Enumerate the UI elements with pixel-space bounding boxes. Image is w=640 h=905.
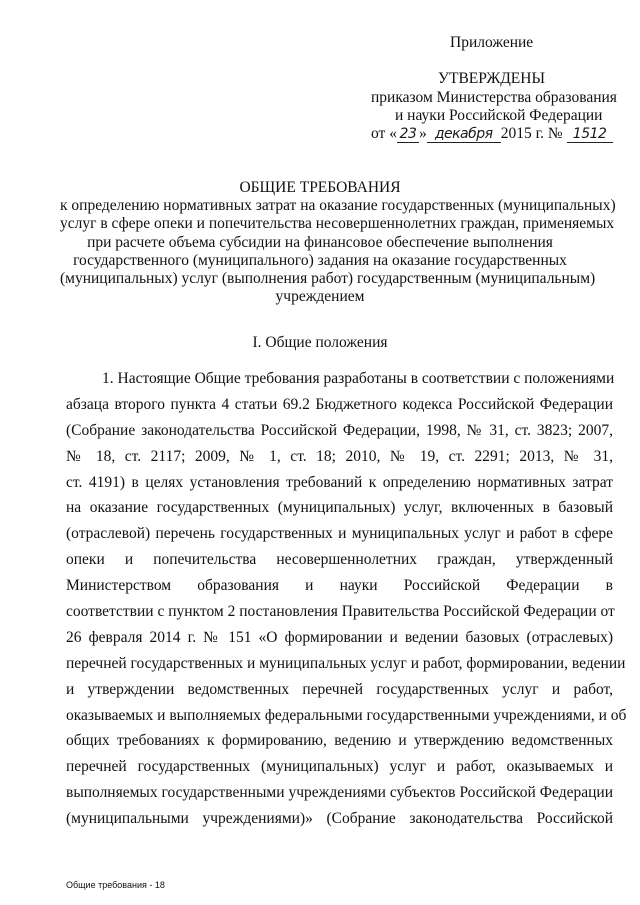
paragraph-line: перечней государственных (муниципальных) услуг и работ, оказываемых и — [66, 758, 613, 776]
order-date-line — [371, 125, 613, 143]
paragraph-line: выполняемых государственными учреждениями субъектов Российской Федерации — [66, 784, 613, 802]
date-prefix: от « — [371, 125, 397, 142]
paragraph-line: ст. 4191) в целях установления требований к определению нормативных затрат — [66, 473, 613, 491]
paragraph-line: 1. Настоящие Общие требования разработаны в соответствии с положениями — [102, 370, 615, 387]
paragraph-line: оказываемых и выполняемых федеральными государственными учреждениями, и об — [66, 706, 627, 724]
paragraph-line: № 18, ст. 2117; 2009, № 1, ст. 18; 2010, № 19, ст. 2291; 2013, № 31, — [66, 447, 613, 465]
paragraph-line: соответствии с пунктом 2 постановления Правительства Российской Федерации от — [66, 603, 615, 621]
subtitle-line: государственного (муниципального) задания на оказание государственных — [73, 251, 567, 269]
approved-label: УТВЕРЖДЕНЫ — [438, 70, 545, 87]
date-day: 23 — [397, 127, 419, 143]
document-title: ОБЩИЕ ТРЕБОВАНИЯ — [239, 179, 401, 196]
paragraph-line: на оказание государственных (муниципальных) услуг, включенных в базовый — [66, 499, 613, 517]
paragraph-line: (отраслевой) перечень государственных и муниципальных услуг и работ в сфере — [66, 525, 613, 543]
date-month: декабря — [427, 127, 501, 143]
appendix-label: Приложение — [450, 34, 534, 51]
paragraph-line: 26 февраля 2014 г. № 151 «О формировании и ведении базовых (отраслевых) — [66, 628, 613, 646]
page-footer: Общие требования - 18 — [66, 880, 165, 890]
document-subtitle — [60, 197, 616, 307]
paragraph-line: общих требованиях к формированию, ведению и утверждению ведомственных — [66, 732, 613, 750]
paragraph-line: (муниципальными учреждениями)» (Собрание законодательства Российской — [66, 810, 613, 828]
paragraph-line: Министерством образования и науки Российской Федерации в — [66, 577, 613, 595]
subtitle-line: учреждением — [275, 288, 365, 306]
subtitle-line: услуг в сфере опеки и попечительства несовершеннолетних граждан, применяемых — [60, 215, 615, 233]
order-number: 1512 — [567, 127, 613, 143]
date-year: 2015 г. № — [500, 125, 563, 142]
subtitle-line: к определению нормативных затрат на оказание государственных (муниципальных) — [60, 197, 616, 214]
date-mid: » — [418, 125, 427, 142]
paragraph-line: абзаца второго пункта 4 статьи 69.2 Бюджетного кодекса Российской Федерации — [66, 395, 613, 413]
section-heading: I. Общие положения — [252, 334, 388, 351]
paragraph-1 — [66, 366, 627, 832]
subtitle-line: при расчете объема субсидии на финансовое обеспечение выполнения — [87, 233, 553, 251]
paragraph-line: и утверждении ведомственных перечней государственных услуг и работ, — [66, 680, 613, 698]
order-line-1: приказом Министерства образования — [371, 89, 617, 106]
paragraph-line: перечней государственных и муниципальных услуг и работ, формировании, ведении — [66, 654, 626, 672]
order-line-2: и науки Российской Федерации — [395, 107, 603, 124]
paragraph-line: опеки и попечительства несовершеннолетних граждан, утвержденный — [66, 551, 613, 569]
paragraph-line: (Собрание законодательства Российской Федерации, 1998, № 31, ст. 3823; 2007, — [66, 421, 613, 439]
subtitle-line: (муниципальных) услуг (выполнения работ) государственным (муниципальным) — [60, 270, 596, 288]
